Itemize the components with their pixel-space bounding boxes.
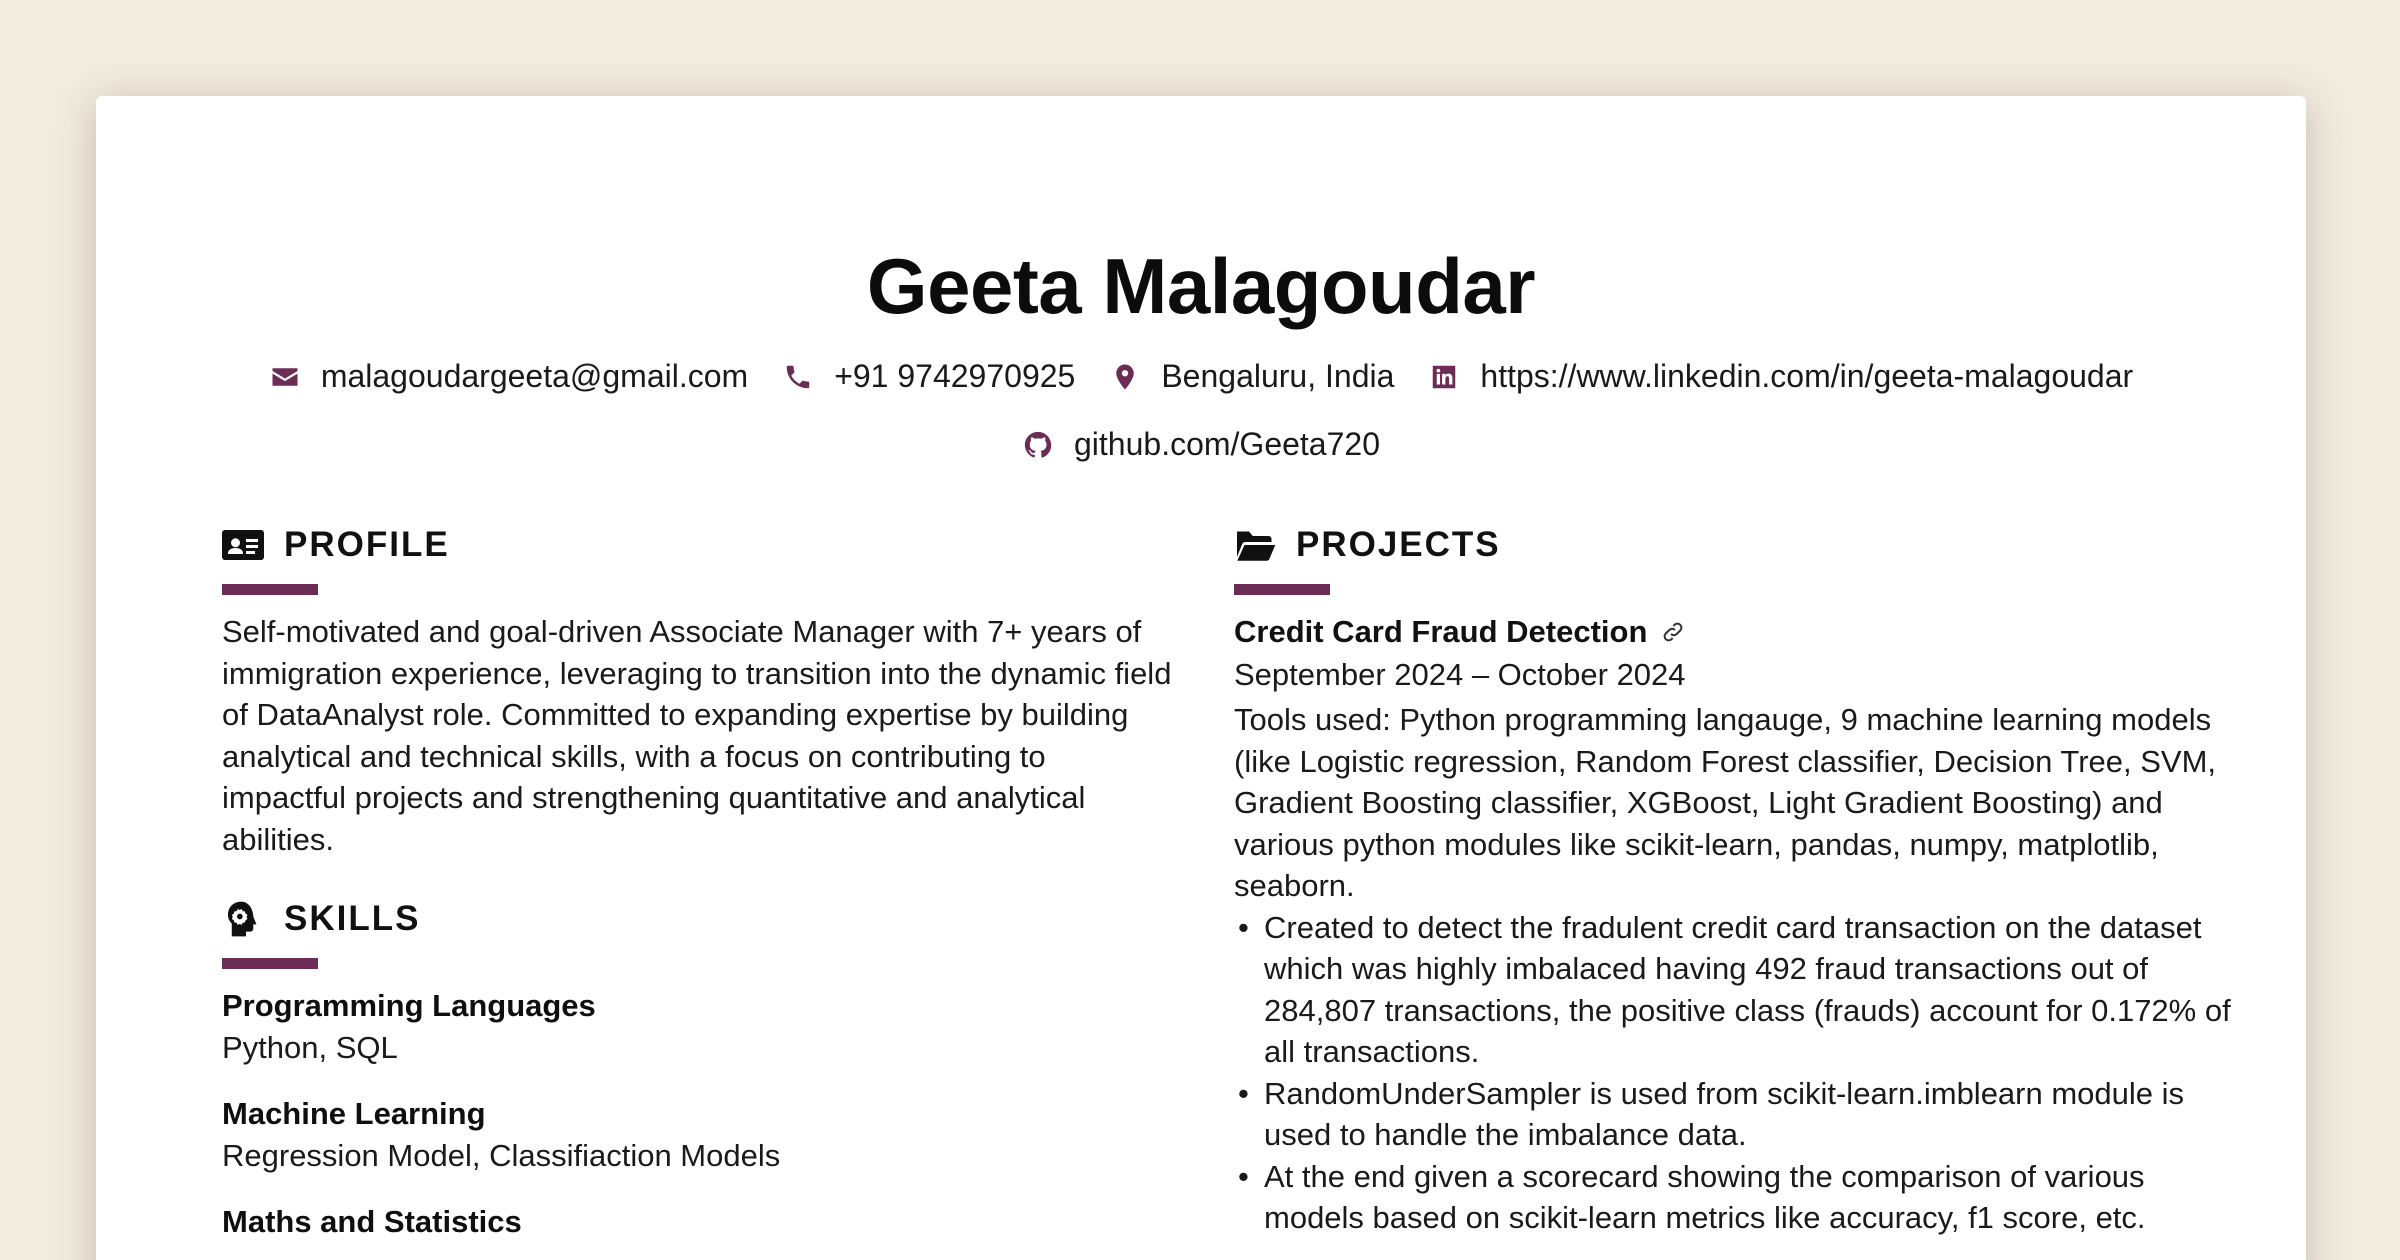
phone-text: +91 9742970925 <box>834 358 1076 394</box>
linkedin-text: https://www.linkedin.com/in/geeta-malagoudar <box>1480 358 2134 394</box>
project-title-text: Credit Card Fraud Detection <box>1234 614 1648 649</box>
folder-open-icon <box>1234 525 1276 565</box>
project-bullets <box>1234 907 2234 1239</box>
projects-section <box>1234 520 2234 1239</box>
contact-row <box>96 358 2306 395</box>
contact-location <box>1109 358 1394 395</box>
project-description: Tools used: Python programming langauge, 9 machine learning models (like Logistic regression, Random Forest classifier, Decision Tree, SVM, Gradient Boosting classifier, XGBoost, Light Gradient Boosting) and various python modules like scikit-learn, pandas, numpy, matplotlib, seaborn. <box>1234 702 2217 903</box>
left-column <box>222 520 1172 1260</box>
skill-group-name: Programming Languages <box>222 988 596 1023</box>
skill-group-value: Regression Model, Classifiaction Models <box>222 1138 781 1173</box>
resume-page <box>96 96 2306 1260</box>
project-item <box>1234 611 2234 1239</box>
profile-title: PROFILE <box>284 525 450 564</box>
profile-heading <box>222 520 1172 570</box>
skills-section <box>222 894 1172 1243</box>
right-column <box>1234 520 2234 1239</box>
list-item: • RandomUnderSampler is used from scikit-learn.imblearn module is used to handle the imbalance data. <box>1234 1073 2234 1156</box>
envelope-icon <box>269 361 301 393</box>
contact-email[interactable] <box>269 358 748 395</box>
profile-section <box>222 520 1172 860</box>
linkedin-icon <box>1428 361 1460 393</box>
contact-github[interactable] <box>1022 426 1380 463</box>
profile-text: Self-motivated and goal-driven Associate Manager with 7+ years of immigration experience, leveraging to transition into the dynamic field of DataAnalyst role. Committed to expanding expertise by building analytical and technical skills, with a focus on contributing to impactful projects and strengthening quantitative and analytical abilities. <box>222 614 1172 857</box>
contact-phone[interactable] <box>782 358 1075 395</box>
link-icon[interactable] <box>1661 620 1685 644</box>
location-text: Bengaluru, India <box>1161 358 1395 394</box>
contact-linkedin[interactable] <box>1428 358 2133 395</box>
id-card-icon <box>222 525 264 565</box>
skill-group <box>222 1093 1172 1177</box>
list-item: • At the end given a scorecard showing the comparison of various models based on scikit-learn metrics like accuracy, f1 score, etc. <box>1234 1156 2234 1239</box>
project-date: September 2024 – October 2024 <box>1234 657 1686 692</box>
location-pin-icon <box>1109 361 1141 393</box>
section-accent-bar <box>222 958 318 969</box>
projects-heading <box>1234 520 2234 570</box>
skill-group-name: Machine Learning <box>222 1096 486 1131</box>
section-accent-bar <box>1234 584 1330 595</box>
head-gear-icon <box>222 899 264 939</box>
skill-group-value: Python, SQL <box>222 1030 398 1065</box>
github-icon <box>1022 429 1054 461</box>
phone-icon <box>782 361 814 393</box>
skill-group <box>222 985 1172 1069</box>
candidate-name: Geeta Malagoudar <box>866 242 1536 330</box>
project-title[interactable] <box>1234 611 2234 653</box>
skills-heading <box>222 894 1172 944</box>
github-text: github.com/Geeta720 <box>1074 426 1380 462</box>
skill-group-name: Maths and Statistics <box>222 1204 522 1239</box>
projects-title: PROJECTS <box>1296 525 1501 564</box>
section-accent-bar <box>222 584 318 595</box>
email-text: malagoudargeeta@gmail.com <box>320 358 749 394</box>
skill-group <box>222 1201 1172 1243</box>
skills-title: SKILLS <box>284 899 421 938</box>
contact-row-2 <box>96 426 2306 463</box>
list-item: • Created to detect the fradulent credit card transaction on the dataset which was highly imbalaced having 492 fraud transactions out of 284,807 transactions, the positive class (frauds) account for 0.172% of all transactions. <box>1234 907 2234 1073</box>
